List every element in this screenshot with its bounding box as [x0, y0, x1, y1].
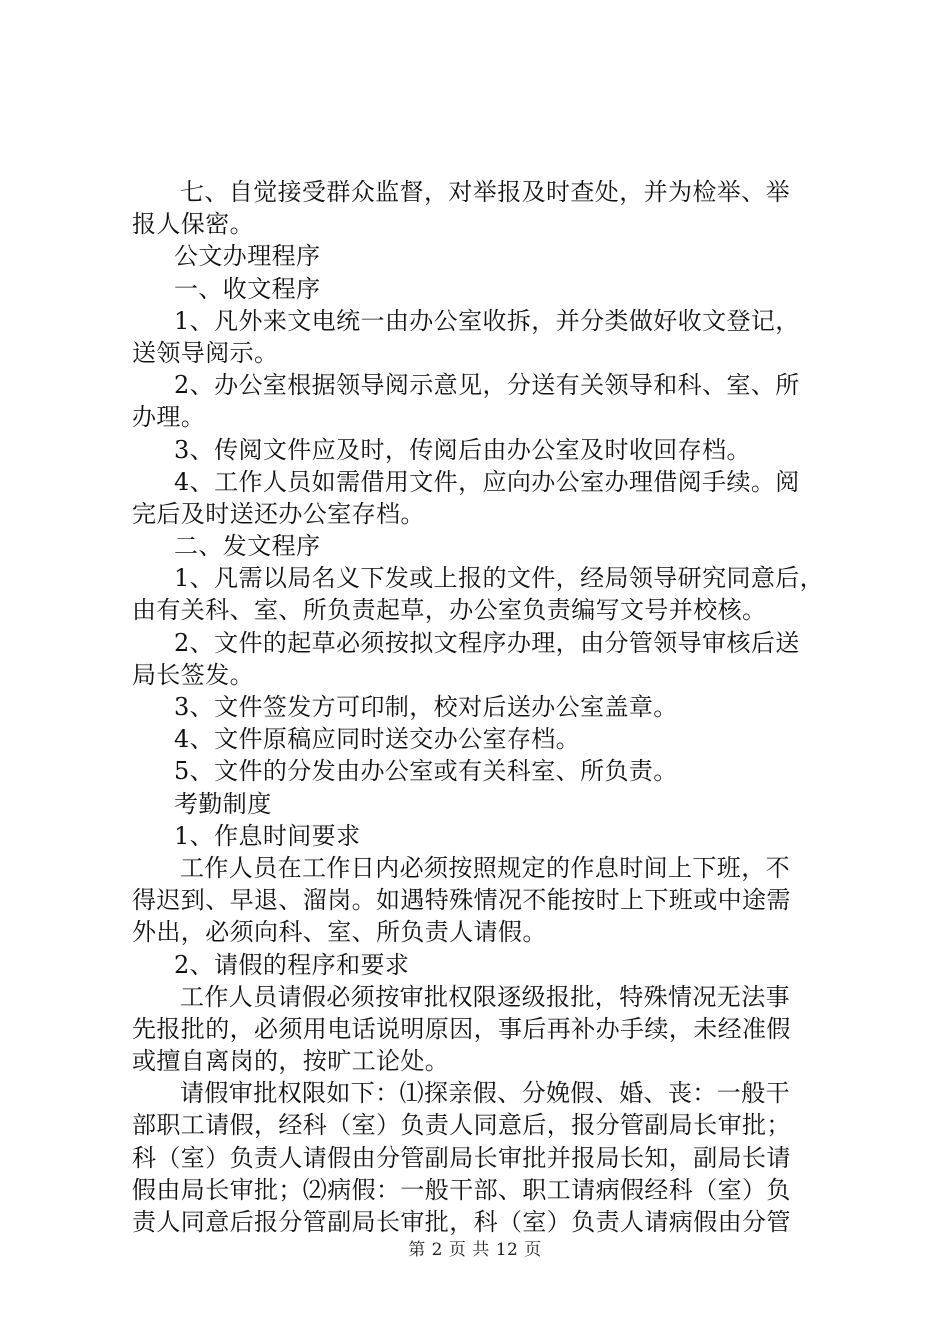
body-line: 4、工作人员如需借用文件，应向办公室办理借阅手续。阅: [174, 467, 800, 496]
body-line: 2、文件的起草必须按拟文程序办理，由分管领导审核后送: [174, 628, 800, 657]
body-line: 请假审批权限如下：⑴探亲假、分娩假、婚、丧：一般干: [180, 1079, 790, 1108]
subsection-heading: 一、收文程序: [174, 274, 321, 303]
document-body: [132, 176, 832, 1238]
body-line: 2、办公室根据领导阅示意见，分送有关领导和科、室、所: [174, 371, 800, 400]
body-line: 先报批的，必须用电话说明原因，事后再补办手续，未经准假: [132, 1014, 791, 1043]
body-line: 3、传阅文件应及时，传阅后由办公室及时收回存档。: [174, 435, 751, 464]
body-line: 1、凡需以局名义下发或上报的文件，经局领导研究同意后，: [174, 564, 825, 593]
body-line: 1、凡外来文电统一由办公室收拆，并分类做好收文登记，: [174, 306, 800, 335]
subsection-heading: 2、请假的程序和要求: [174, 950, 410, 979]
subsection-heading: 1、作息时间要求: [174, 821, 361, 850]
body-line: 科（室）负责人请假由分管副局长审批并报局长知，副局长请: [132, 1143, 791, 1172]
section-heading: 公文办理程序: [174, 242, 321, 271]
section-heading: 考勤制度: [174, 789, 272, 818]
body-line: 局长签发。: [132, 660, 254, 689]
body-line: 得迟到、早退、溜岗。如遇特殊情况不能按时上下班或中途需: [132, 886, 791, 915]
body-line: 报人保密。: [132, 210, 254, 239]
body-line: 办理。: [132, 403, 206, 432]
body-line: 完后及时送还办公室存档。: [132, 499, 425, 528]
body-line: 工作人员在工作日内必须按照规定的作息时间上下班，不: [180, 853, 790, 882]
body-line: 5、文件的分发由办公室或有关科室、所负责。: [174, 757, 678, 786]
subsection-heading: 二、发文程序: [174, 532, 321, 561]
body-line: 由有关科、室、所负责起草，办公室负责编写文号并校核。: [132, 596, 767, 625]
body-line: 责人同意后报分管副局长审批，科（室）负责人请病假由分管: [132, 1208, 791, 1236]
body-line: 工作人员请假必须按审批权限逐级报批，特殊情况无法事: [180, 982, 790, 1011]
body-line: 七、自觉接受群众监督，对举报及时查处，并为检举、举: [180, 178, 790, 206]
body-line: 假由局长审批；⑵病假：一般干部、职工请病假经科（室）负: [132, 1175, 791, 1204]
body-line: 外出，必须向科、室、所负责人请假。: [132, 918, 547, 947]
body-line: 部职工请假，经科（室）负责人同意后，报分管副局长审批；: [132, 1111, 791, 1140]
body-line: 4、文件原稿应同时送交办公室存档。: [174, 725, 581, 754]
body-line: 送领导阅示。: [132, 338, 279, 367]
body-line: 或擅自离岗的，按旷工论处。: [132, 1047, 450, 1076]
body-line: 3、文件签发方可印制，校对后送办公室盖章。: [174, 693, 678, 721]
page-footer: 第 2 页 共 12 页: [408, 1240, 542, 1260]
